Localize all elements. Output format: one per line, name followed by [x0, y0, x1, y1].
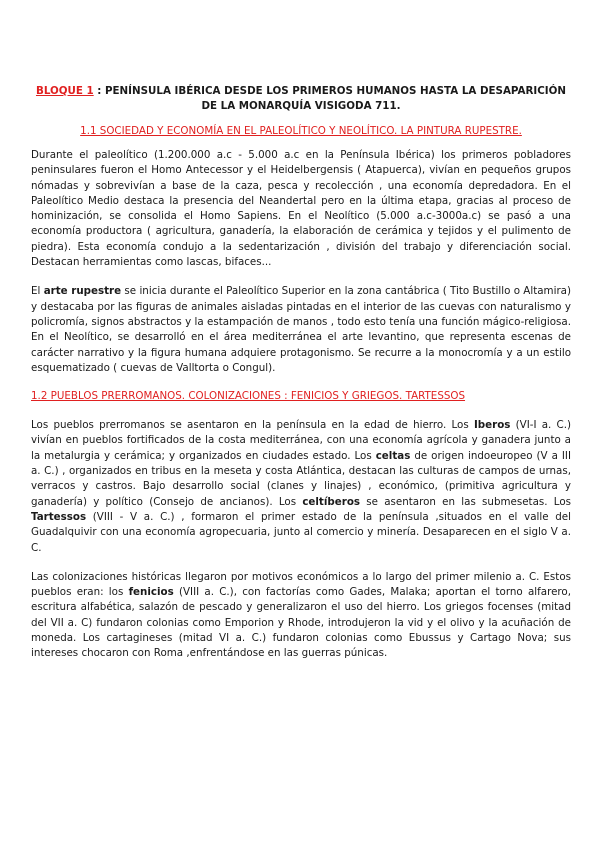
paragraph-pre-roman-peoples: Los pueblos prerromanos se asentaron en la península en la edad de hierro. Los Iberos (VI-I a. C.) vivían en pueblos fortificados de la costa mediterránea, con una economía agrícola y ganadera junto a la metalurgia y cerámica; y organizados en ciudades estado. Los celtas de origen indoeuropeo (V a III a. C.) , organizados en tribus en la meseta y costa Atlántica, destacan las culturas de campos de urnas, verracos y castros. Bajo desarrollo social (clanes y linajes) , económico, (primitiva agricultura y ganadería) y político (Consejo de ancianos). Los celtíberos se asentaron en las submesetas. Los Tartessos (VIII - V a. C.) , formaron el primer estado de la península ,situados en el valle del Guadalquivir con una economía agropecuaria, junto al comercio y minería. Desaparecen en el siglo V a. C. [31, 419, 572, 554]
section-1-heading: 1.1 SOCIEDAD Y ECONOMÍA EN EL PALEOLÍTICO Y NEOLÍTICO. LA PINTURA RUPESTRE. [80, 125, 522, 137]
document-title [31, 84, 571, 114]
paragraph-paleolithic: Durante el paleolítico (1.200.000 a.c - 5.000 a.c en la Península Ibérica) los primeros pobladores peninsulares fueron el Homo Antecessor y el Heidelbergensis ( Atapuerca), vivían en pequeños grupos nómadas y sobrevivían a base de la caza, pesca y recolección , una economía depredadora. En el Paleolítico Medio destaca la presencia del Neandertal pero en la última etapa, gracias al proceso de hominización, se consolida el Homo Sapiens. En el Neolítico (5.000 a.c-3000a.c) se pasó a una economía productora ( agricultura, ganadería, la elaboración de cerámica y tejidos y el pulimento de piedra). Esta economía condujo a la sedentarización , división del trabajo y diferenciación social. Destacan herramientas como lascas, bifaces... [31, 149, 571, 269]
term-fenicios: fenicios [128, 586, 174, 599]
term-arte-rupestre: arte rupestre [43, 285, 122, 298]
term-celtiberos: celtíberos [302, 495, 361, 508]
block-label: BLOQUE 1 [35, 85, 94, 97]
section-2-heading: 1.2 PUEBLOS PRERROMANOS. COLONIZACIONES : FENICIOS Y GRIEGOS. TARTESSOS [31, 390, 466, 403]
title-text: : PENÍNSULA IBÉRICA DESDE LOS PRIMEROS HUMANOS HASTA LA DESAPARICIÓN DE LA MONARQUÍA VISIGODA 711. [93, 85, 566, 112]
document-page [31, 84, 571, 662]
term-celtas: celtas [375, 449, 411, 462]
term-iberos: Iberos [473, 419, 511, 432]
paragraph-rock-art: El arte rupestre se inicia durante el Paleolítico Superior en la zona cantábrica ( Tito Bustillo o Altamira) y destacaba por las figuras de animales aisladas pintadas en el interior de las cuevas con naturalismo y policromía, signos abstractos y la estampación de manos , todo esto tenía una función mágico-religiosa. En el Neolítico, se desarrolló en el área mediterránea el arte levantino, que representa escenas de carácter narrativo y la figura humana adquiere protagonismo. Se recurre a la monocromía y a un estilo esquematizado ( cuevas de Valltorta o Congul). [31, 285, 572, 374]
paragraph-colonizations: Las colonizaciones históricas llegaron por motivos económicos a lo largo del primer milenio a. C. Estos pueblos eran: los fenicios (VIII a. C.), con factorías como Gades, Malaka; aportan el torno alfarero, escritura alfabética, salazón de pescado y generalizaron el uso del hierro. Los griegos focenses (mitad del VII a. C) fundaron colonias como Emporion y Rhode, introdujeron la vid y el olivo y la acuñación de moneda. Los cartagineses (mitad VI a. C.) fundaron colonias como Ebussus y Cartago Nova; sus intereses chocaron con Roma ,enfrentándose en las guerras púnicas. [31, 570, 571, 660]
term-tartessos: Tartessos [31, 510, 87, 523]
